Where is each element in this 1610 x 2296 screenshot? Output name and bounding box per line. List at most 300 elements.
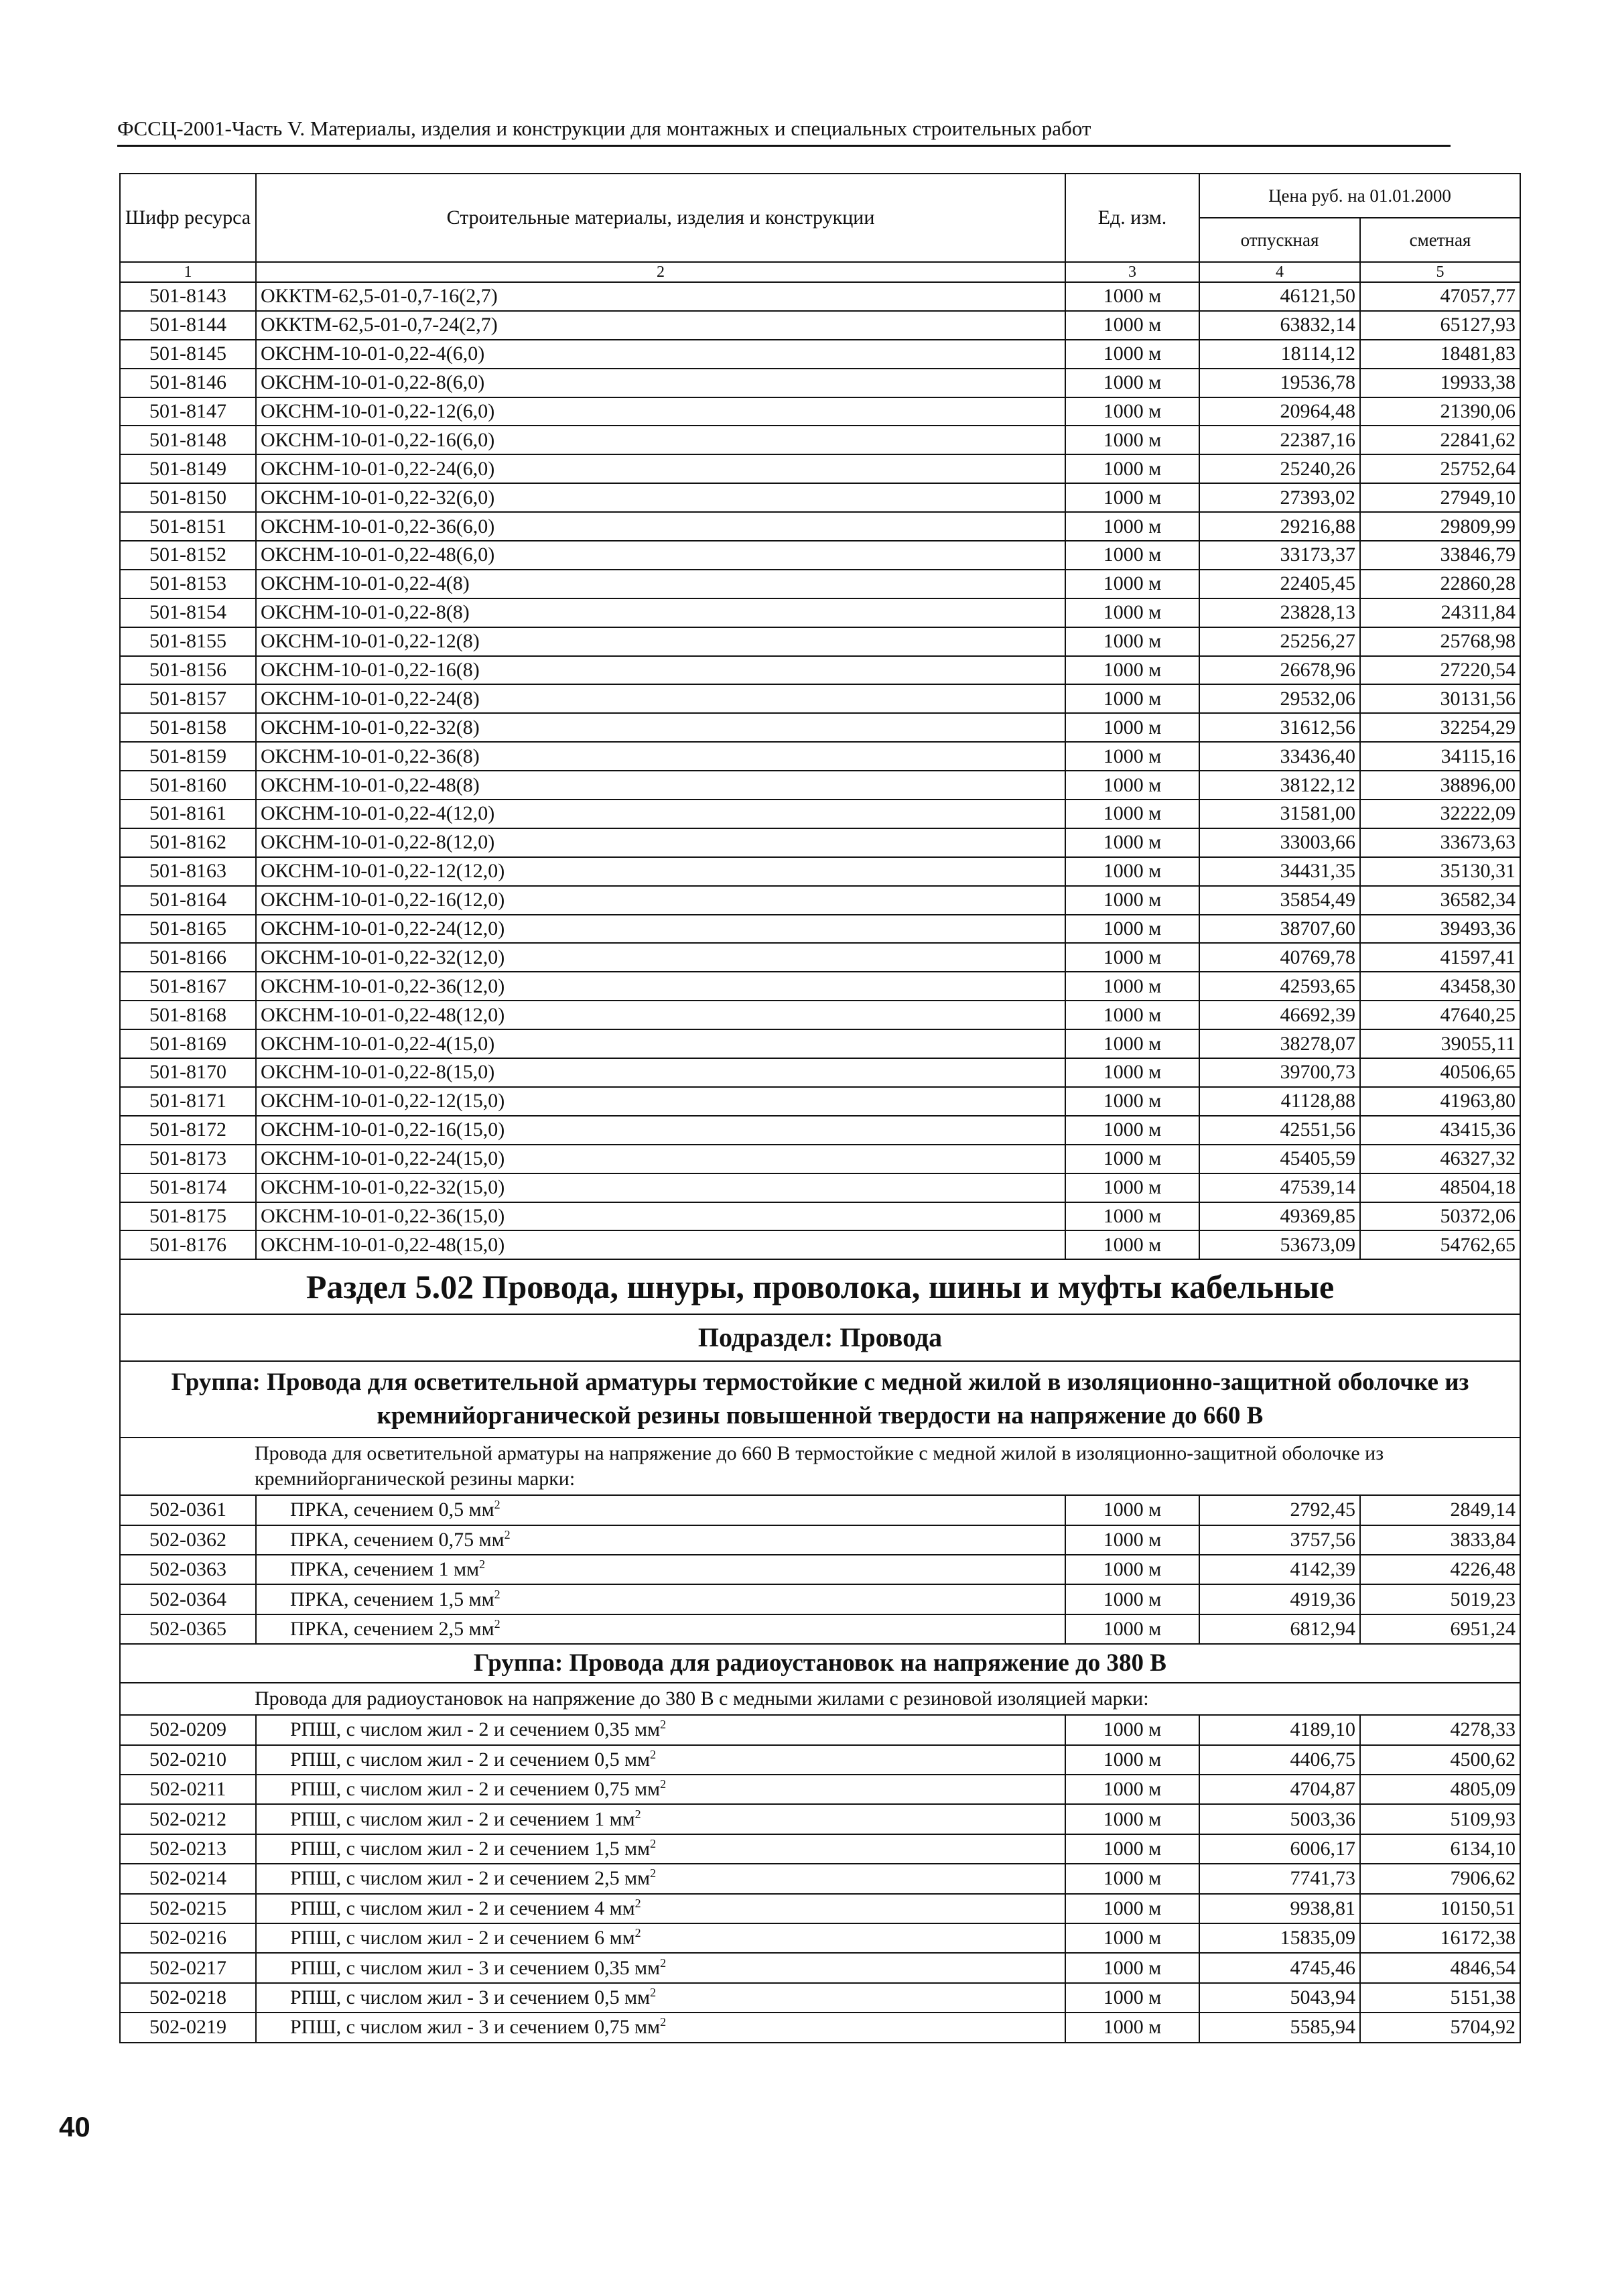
unit-exponent: 2 bbox=[660, 1956, 667, 1970]
estimate-price-cell: 25752,64 bbox=[1360, 454, 1520, 483]
unit-cell: 1000 м bbox=[1065, 1087, 1199, 1116]
table-row bbox=[120, 1525, 1520, 1555]
table-row bbox=[120, 541, 1520, 570]
material-name-cell bbox=[256, 1555, 1065, 1584]
resource-code-cell: 502-0210 bbox=[120, 1745, 256, 1775]
table-row bbox=[120, 915, 1520, 944]
release-price-cell: 5043,94 bbox=[1199, 1983, 1360, 2013]
estimate-price-cell: 4846,54 bbox=[1360, 1953, 1520, 1982]
unit-cell: 1000 м bbox=[1065, 397, 1199, 426]
table-row bbox=[120, 1029, 1520, 1058]
estimate-price-cell: 47640,25 bbox=[1360, 1001, 1520, 1029]
estimate-price-cell: 47057,77 bbox=[1360, 282, 1520, 311]
estimate-price-cell: 5704,92 bbox=[1360, 2013, 1520, 2042]
unit-cell: 1000 м bbox=[1065, 1495, 1199, 1525]
unit-exponent: 2 bbox=[634, 1807, 641, 1821]
estimate-price-cell: 54762,65 bbox=[1360, 1230, 1520, 1259]
page-header: ФССЦ-2001-Часть V. Материалы, изделия и конструкции для монтажных и специальных строительных работ bbox=[117, 117, 1091, 140]
release-price-cell: 4189,10 bbox=[1199, 1715, 1360, 1744]
table-row bbox=[120, 627, 1520, 656]
material-name-cell: ОКСНМ-10-01-0,22-32(6,0) bbox=[256, 483, 1065, 512]
table-row bbox=[120, 943, 1520, 972]
material-name-cell: ОКСНМ-10-01-0,22-8(12,0) bbox=[256, 828, 1065, 857]
release-price-cell: 4745,46 bbox=[1199, 1953, 1360, 1982]
material-name-cell: ОКСНМ-10-01-0,22-36(12,0) bbox=[256, 972, 1065, 1001]
release-price-cell: 46692,39 bbox=[1199, 1001, 1360, 1029]
unit-cell: 1000 м bbox=[1065, 369, 1199, 397]
resource-code-cell: 501-8167 bbox=[120, 972, 256, 1001]
estimate-price-cell: 25768,98 bbox=[1360, 627, 1520, 656]
unit-cell: 1000 м bbox=[1065, 426, 1199, 454]
resource-code-cell: 501-8155 bbox=[120, 627, 256, 656]
unit-cell: 1000 м bbox=[1065, 1715, 1199, 1744]
release-price-cell: 18114,12 bbox=[1199, 340, 1360, 369]
material-name-cell: ОКСНМ-10-01-0,22-12(6,0) bbox=[256, 397, 1065, 426]
resource-code-cell: 502-0361 bbox=[120, 1495, 256, 1525]
group-title: Группа: Провода для радиоустановок на напряжение до 380 В bbox=[120, 1644, 1520, 1683]
material-name-cell: ОКСНМ-10-01-0,22-4(6,0) bbox=[256, 340, 1065, 369]
release-price-cell: 46121,50 bbox=[1199, 282, 1360, 311]
unit-cell: 1000 м bbox=[1065, 771, 1199, 800]
material-name-cell: ОКСНМ-10-01-0,22-36(8) bbox=[256, 742, 1065, 771]
unit-cell: 1000 м bbox=[1065, 1001, 1199, 1029]
release-price-cell: 2792,45 bbox=[1199, 1495, 1360, 1525]
resource-code-cell: 502-0363 bbox=[120, 1555, 256, 1584]
table-header bbox=[120, 174, 1520, 282]
material-name-text: ПРКА, сечением 0,5 мм bbox=[290, 1498, 494, 1521]
material-name-cell: ОКСНМ-10-01-0,22-24(8) bbox=[256, 684, 1065, 713]
estimate-price-cell: 34115,16 bbox=[1360, 742, 1520, 771]
material-name-cell bbox=[256, 1525, 1065, 1555]
resource-code-cell: 501-8164 bbox=[120, 886, 256, 915]
group-description: Провода для радиоустановок на напряжение до 380 В с медными жилами с резиновой изоляцией марки: bbox=[120, 1683, 1520, 1715]
unit-exponent: 2 bbox=[660, 1777, 667, 1791]
table-row bbox=[120, 1775, 1520, 1804]
material-name-cell: ОКСНМ-10-01-0,22-8(15,0) bbox=[256, 1058, 1065, 1087]
resource-code-cell: 502-0362 bbox=[120, 1525, 256, 1555]
estimate-price-cell: 40506,65 bbox=[1360, 1058, 1520, 1087]
estimate-price-cell: 6951,24 bbox=[1360, 1614, 1520, 1644]
material-name-cell: ОКСНМ-10-01-0,22-16(8) bbox=[256, 656, 1065, 685]
resource-code-cell: 501-8172 bbox=[120, 1116, 256, 1145]
material-name-text: РПШ, с числом жил - 2 и сечением 0,35 мм bbox=[290, 1718, 661, 1741]
material-name-cell: ОКСНМ-10-01-0,22-8(6,0) bbox=[256, 369, 1065, 397]
table-row bbox=[120, 1116, 1520, 1145]
estimate-price-cell: 10150,51 bbox=[1360, 1894, 1520, 1923]
col-number: 5 bbox=[1360, 262, 1520, 282]
header-price-estimate: сметная bbox=[1360, 218, 1520, 262]
table-row bbox=[120, 1804, 1520, 1834]
estimate-price-cell: 5019,23 bbox=[1360, 1584, 1520, 1614]
subsection-title: Подраздел: Провода bbox=[120, 1314, 1520, 1361]
unit-cell: 1000 м bbox=[1065, 1923, 1199, 1953]
table-row bbox=[120, 1001, 1520, 1029]
resource-code-cell: 501-8145 bbox=[120, 340, 256, 369]
estimate-price-cell: 2849,14 bbox=[1360, 1495, 1520, 1525]
table-row bbox=[120, 369, 1520, 397]
estimate-price-cell: 5151,38 bbox=[1360, 1983, 1520, 2013]
material-name-cell bbox=[256, 1983, 1065, 2013]
header-price-group: Цена руб. на 01.01.2000 bbox=[1199, 174, 1520, 218]
resource-code-cell: 502-0364 bbox=[120, 1584, 256, 1614]
resource-code-cell: 502-0212 bbox=[120, 1804, 256, 1834]
estimate-price-cell: 41597,41 bbox=[1360, 943, 1520, 972]
material-name-cell: ОКСНМ-10-01-0,22-4(12,0) bbox=[256, 800, 1065, 828]
release-price-cell: 6006,17 bbox=[1199, 1834, 1360, 1864]
unit-cell: 1000 м bbox=[1065, 886, 1199, 915]
unit-exponent: 2 bbox=[504, 1527, 511, 1541]
estimate-price-cell: 41963,80 bbox=[1360, 1087, 1520, 1116]
release-price-cell: 3757,56 bbox=[1199, 1525, 1360, 1555]
release-price-cell: 34431,35 bbox=[1199, 857, 1360, 886]
estimate-price-cell: 24311,84 bbox=[1360, 598, 1520, 627]
table-row bbox=[120, 340, 1520, 369]
unit-exponent: 2 bbox=[634, 1896, 641, 1910]
table-row bbox=[120, 483, 1520, 512]
group2-block bbox=[120, 1644, 1520, 1715]
resource-code-cell: 502-0216 bbox=[120, 1923, 256, 1953]
header-name: Строительные материалы, изделия и конструкции bbox=[256, 174, 1065, 262]
release-price-cell: 4142,39 bbox=[1199, 1555, 1360, 1584]
header-rule bbox=[117, 145, 1451, 147]
release-price-cell: 25256,27 bbox=[1199, 627, 1360, 656]
release-price-cell: 41128,88 bbox=[1199, 1087, 1360, 1116]
material-name-cell: ОКСНМ-10-01-0,22-48(15,0) bbox=[256, 1230, 1065, 1259]
resource-code-cell: 502-0219 bbox=[120, 2013, 256, 2042]
estimate-price-cell: 33846,79 bbox=[1360, 541, 1520, 570]
unit-cell: 1000 м bbox=[1065, 570, 1199, 598]
col-number: 1 bbox=[120, 262, 256, 282]
material-name-cell: ОКСНМ-10-01-0,22-36(6,0) bbox=[256, 512, 1065, 541]
resource-code-cell: 501-8169 bbox=[120, 1029, 256, 1058]
table-row bbox=[120, 311, 1520, 340]
estimate-price-cell: 65127,93 bbox=[1360, 311, 1520, 340]
release-price-cell: 40769,78 bbox=[1199, 943, 1360, 972]
estimate-price-cell: 43458,30 bbox=[1360, 972, 1520, 1001]
unit-cell: 1000 м bbox=[1065, 1745, 1199, 1775]
material-name-cell: ОКСНМ-10-01-0,22-48(6,0) bbox=[256, 541, 1065, 570]
material-name-cell: ОККТМ-62,5-01-0,7-24(2,7) bbox=[256, 311, 1065, 340]
resource-code-cell: 502-0218 bbox=[120, 1983, 256, 2013]
resource-code-cell: 501-8156 bbox=[120, 656, 256, 685]
material-name-text: РПШ, с числом жил - 2 и сечением 1,5 мм bbox=[290, 1837, 651, 1860]
estimate-price-cell: 4226,48 bbox=[1360, 1555, 1520, 1584]
material-name-cell bbox=[256, 2013, 1065, 2042]
material-name-cell: ОКСНМ-10-01-0,22-36(15,0) bbox=[256, 1202, 1065, 1231]
unit-exponent: 2 bbox=[660, 2015, 667, 2029]
release-price-cell: 35854,49 bbox=[1199, 886, 1360, 915]
estimate-price-cell: 35130,31 bbox=[1360, 857, 1520, 886]
unit-exponent: 2 bbox=[479, 1557, 486, 1572]
estimate-price-cell: 5109,93 bbox=[1360, 1804, 1520, 1834]
release-price-cell: 45405,59 bbox=[1199, 1145, 1360, 1173]
resource-code-cell: 501-8162 bbox=[120, 828, 256, 857]
release-price-cell: 38278,07 bbox=[1199, 1029, 1360, 1058]
material-name-cell: ОКСНМ-10-01-0,22-24(6,0) bbox=[256, 454, 1065, 483]
estimate-price-cell: 27220,54 bbox=[1360, 656, 1520, 685]
table-row bbox=[120, 1953, 1520, 1982]
release-price-cell: 31612,56 bbox=[1199, 713, 1360, 742]
unit-exponent: 2 bbox=[650, 1985, 657, 1999]
resource-code-cell: 501-8166 bbox=[120, 943, 256, 972]
header-unit: Ед. изм. bbox=[1065, 174, 1199, 262]
estimate-price-cell: 30131,56 bbox=[1360, 684, 1520, 713]
table-row bbox=[120, 1894, 1520, 1923]
group-description: Провода для осветительной арматуры на напряжение до 660 В термостойкие с медной жилой в изоляционно-защитной оболочке из кремнийорганической резины марки: bbox=[120, 1438, 1520, 1495]
unit-cell: 1000 м bbox=[1065, 2013, 1199, 2042]
release-price-cell: 53673,09 bbox=[1199, 1230, 1360, 1259]
table-row bbox=[120, 1745, 1520, 1775]
estimate-price-cell: 50372,06 bbox=[1360, 1202, 1520, 1231]
unit-cell: 1000 м bbox=[1065, 483, 1199, 512]
material-name-cell: ОКСНМ-10-01-0,22-16(12,0) bbox=[256, 886, 1065, 915]
table-row bbox=[120, 828, 1520, 857]
unit-cell: 1000 м bbox=[1065, 943, 1199, 972]
unit-cell: 1000 м bbox=[1065, 512, 1199, 541]
release-price-cell: 39700,73 bbox=[1199, 1058, 1360, 1087]
unit-cell: 1000 м bbox=[1065, 1525, 1199, 1555]
resource-code-cell: 501-8148 bbox=[120, 426, 256, 454]
material-name-cell: ОКСНМ-10-01-0,22-24(12,0) bbox=[256, 915, 1065, 944]
release-price-cell: 27393,02 bbox=[1199, 483, 1360, 512]
resource-code-cell: 501-8146 bbox=[120, 369, 256, 397]
unit-cell: 1000 м bbox=[1065, 1834, 1199, 1864]
table-row bbox=[120, 1087, 1520, 1116]
resource-code-cell: 502-0213 bbox=[120, 1834, 256, 1864]
resource-code-cell: 501-8149 bbox=[120, 454, 256, 483]
unit-cell: 1000 м bbox=[1065, 311, 1199, 340]
table-body-group2 bbox=[120, 1715, 1520, 2042]
table-row bbox=[120, 886, 1520, 915]
material-name-text: РПШ, с числом жил - 2 и сечением 4 мм bbox=[290, 1897, 635, 1919]
estimate-price-cell: 19933,38 bbox=[1360, 369, 1520, 397]
table-row bbox=[120, 1555, 1520, 1584]
material-name-text: ПРКА, сечением 0,75 мм bbox=[290, 1528, 505, 1551]
material-name-text: ПРКА, сечением 2,5 мм bbox=[290, 1618, 494, 1641]
material-name-cell: ОКСНМ-10-01-0,22-12(12,0) bbox=[256, 857, 1065, 886]
release-price-cell: 22387,16 bbox=[1199, 426, 1360, 454]
release-price-cell: 26678,96 bbox=[1199, 656, 1360, 685]
table-row bbox=[120, 742, 1520, 771]
table-row bbox=[120, 771, 1520, 800]
unit-cell: 1000 м bbox=[1065, 1058, 1199, 1087]
unit-cell: 1000 м bbox=[1065, 857, 1199, 886]
resource-code-cell: 501-8176 bbox=[120, 1230, 256, 1259]
material-name-cell: ОКСНМ-10-01-0,22-4(15,0) bbox=[256, 1029, 1065, 1058]
resource-code-cell: 502-0211 bbox=[120, 1775, 256, 1804]
estimate-price-cell: 27949,10 bbox=[1360, 483, 1520, 512]
release-price-cell: 15835,09 bbox=[1199, 1923, 1360, 1953]
unit-cell: 1000 м bbox=[1065, 1230, 1199, 1259]
material-name-cell: ОККТМ-62,5-01-0,7-16(2,7) bbox=[256, 282, 1065, 311]
unit-cell: 1000 м bbox=[1065, 282, 1199, 311]
resource-code-cell: 501-8173 bbox=[120, 1145, 256, 1173]
unit-exponent: 2 bbox=[650, 1747, 657, 1761]
table-row bbox=[120, 1145, 1520, 1173]
material-name-cell: ОКСНМ-10-01-0,22-16(15,0) bbox=[256, 1116, 1065, 1145]
unit-exponent: 2 bbox=[494, 1498, 500, 1512]
estimate-price-cell: 48504,18 bbox=[1360, 1173, 1520, 1202]
table-row bbox=[120, 454, 1520, 483]
release-price-cell: 19536,78 bbox=[1199, 369, 1360, 397]
table-row bbox=[120, 656, 1520, 685]
estimate-price-cell: 38896,00 bbox=[1360, 771, 1520, 800]
resource-code-cell: 501-8174 bbox=[120, 1173, 256, 1202]
estimate-price-cell: 43415,36 bbox=[1360, 1116, 1520, 1145]
material-name-text: РПШ, с числом жил - 2 и сечением 1 мм bbox=[290, 1807, 635, 1830]
unit-cell: 1000 м bbox=[1065, 800, 1199, 828]
material-name-cell bbox=[256, 1834, 1065, 1864]
material-name-cell bbox=[256, 1923, 1065, 1953]
estimate-price-cell: 22860,28 bbox=[1360, 570, 1520, 598]
col-number: 2 bbox=[256, 262, 1065, 282]
material-name-cell bbox=[256, 1614, 1065, 1644]
release-price-cell: 38122,12 bbox=[1199, 771, 1360, 800]
material-name-text: РПШ, с числом жил - 3 и сечением 0,35 мм bbox=[290, 1956, 661, 1979]
material-name-cell bbox=[256, 1584, 1065, 1614]
material-name-text: РПШ, с числом жил - 3 и сечением 0,5 мм bbox=[290, 1986, 651, 2008]
unit-cell: 1000 м bbox=[1065, 1555, 1199, 1584]
release-price-cell: 49369,85 bbox=[1199, 1202, 1360, 1231]
unit-cell: 1000 м bbox=[1065, 627, 1199, 656]
unit-cell: 1000 м bbox=[1065, 1953, 1199, 1982]
release-price-cell: 38707,60 bbox=[1199, 915, 1360, 944]
material-name-cell: ОКСНМ-10-01-0,22-32(15,0) bbox=[256, 1173, 1065, 1202]
section-title: Раздел 5.02 Провода, шнуры, проволока, шины и муфты кабельные bbox=[120, 1259, 1520, 1314]
material-name-text: РПШ, с числом жил - 2 и сечением 0,75 мм bbox=[290, 1778, 661, 1801]
release-price-cell: 47539,14 bbox=[1199, 1173, 1360, 1202]
material-name-cell: ОКСНМ-10-01-0,22-48(12,0) bbox=[256, 1001, 1065, 1029]
estimate-price-cell: 33673,63 bbox=[1360, 828, 1520, 857]
unit-cell: 1000 м bbox=[1065, 1864, 1199, 1893]
resource-code-cell: 501-8168 bbox=[120, 1001, 256, 1029]
resource-code-cell: 502-0217 bbox=[120, 1953, 256, 1982]
release-price-cell: 29532,06 bbox=[1199, 684, 1360, 713]
resource-code-cell: 501-8161 bbox=[120, 800, 256, 828]
unit-cell: 1000 м bbox=[1065, 1894, 1199, 1923]
resource-code-cell: 501-8175 bbox=[120, 1202, 256, 1231]
resource-code-cell: 501-8153 bbox=[120, 570, 256, 598]
resource-code-cell: 501-8159 bbox=[120, 742, 256, 771]
unit-cell: 1000 м bbox=[1065, 454, 1199, 483]
table-row bbox=[120, 1202, 1520, 1231]
material-name-cell bbox=[256, 1894, 1065, 1923]
table-row bbox=[120, 426, 1520, 454]
table-row bbox=[120, 713, 1520, 742]
material-name-text: ПРКА, сечением 1,5 мм bbox=[290, 1588, 494, 1610]
table-row bbox=[120, 598, 1520, 627]
table-row bbox=[120, 684, 1520, 713]
table-row bbox=[120, 972, 1520, 1001]
estimate-price-cell: 36582,34 bbox=[1360, 886, 1520, 915]
table-body-501 bbox=[120, 282, 1520, 1259]
release-price-cell: 20964,48 bbox=[1199, 397, 1360, 426]
unit-cell: 1000 м bbox=[1065, 1116, 1199, 1145]
release-price-cell: 4406,75 bbox=[1199, 1745, 1360, 1775]
material-name-cell bbox=[256, 1804, 1065, 1834]
resource-code-cell: 502-0365 bbox=[120, 1614, 256, 1644]
table-row bbox=[120, 1864, 1520, 1893]
unit-cell: 1000 м bbox=[1065, 340, 1199, 369]
unit-cell: 1000 м bbox=[1065, 828, 1199, 857]
release-price-cell: 25240,26 bbox=[1199, 454, 1360, 483]
material-name-text: РПШ, с числом жил - 2 и сечением 6 мм bbox=[290, 1927, 635, 1950]
table-row bbox=[120, 1173, 1520, 1202]
header-price-release: отпускная bbox=[1199, 218, 1360, 262]
estimate-price-cell: 32222,09 bbox=[1360, 800, 1520, 828]
material-name-cell: ОКСНМ-10-01-0,22-16(6,0) bbox=[256, 426, 1065, 454]
release-price-cell: 5585,94 bbox=[1199, 2013, 1360, 2042]
unit-cell: 1000 м bbox=[1065, 1775, 1199, 1804]
resource-code-cell: 501-8165 bbox=[120, 915, 256, 944]
material-name-cell: ОКСНМ-10-01-0,22-4(8) bbox=[256, 570, 1065, 598]
release-price-cell: 4919,36 bbox=[1199, 1584, 1360, 1614]
estimate-price-cell: 16172,38 bbox=[1360, 1923, 1520, 1953]
release-price-cell: 33003,66 bbox=[1199, 828, 1360, 857]
resource-code-cell: 501-8163 bbox=[120, 857, 256, 886]
material-name-text: РПШ, с числом жил - 2 и сечением 2,5 мм bbox=[290, 1867, 651, 1890]
page-number: 40 bbox=[59, 2111, 90, 2143]
col-number: 3 bbox=[1065, 262, 1199, 282]
resource-code-cell: 501-8144 bbox=[120, 311, 256, 340]
table-row bbox=[120, 1614, 1520, 1644]
release-price-cell: 23828,13 bbox=[1199, 598, 1360, 627]
material-name-cell bbox=[256, 1745, 1065, 1775]
unit-cell: 1000 м bbox=[1065, 598, 1199, 627]
col-number: 4 bbox=[1199, 262, 1360, 282]
material-name-cell: ОКСНМ-10-01-0,22-32(12,0) bbox=[256, 943, 1065, 972]
estimate-price-cell: 32254,29 bbox=[1360, 713, 1520, 742]
unit-exponent: 2 bbox=[650, 1836, 657, 1850]
table-row bbox=[120, 1834, 1520, 1864]
estimate-price-cell: 3833,84 bbox=[1360, 1525, 1520, 1555]
estimate-price-cell: 18481,83 bbox=[1360, 340, 1520, 369]
release-price-cell: 33173,37 bbox=[1199, 541, 1360, 570]
material-name-text: РПШ, с числом жил - 2 и сечением 0,5 мм bbox=[290, 1748, 651, 1771]
release-price-cell: 42593,65 bbox=[1199, 972, 1360, 1001]
table-row bbox=[120, 857, 1520, 886]
material-name-cell: ОКСНМ-10-01-0,22-32(8) bbox=[256, 713, 1065, 742]
resource-code-cell: 501-8143 bbox=[120, 282, 256, 311]
estimate-price-cell: 46327,32 bbox=[1360, 1145, 1520, 1173]
estimate-price-cell: 7906,62 bbox=[1360, 1864, 1520, 1893]
estimate-price-cell: 4500,62 bbox=[1360, 1745, 1520, 1775]
material-name-cell bbox=[256, 1864, 1065, 1893]
release-price-cell: 33436,40 bbox=[1199, 742, 1360, 771]
release-price-cell: 63832,14 bbox=[1199, 311, 1360, 340]
unit-cell: 1000 м bbox=[1065, 1173, 1199, 1202]
release-price-cell: 42551,56 bbox=[1199, 1116, 1360, 1145]
release-price-cell: 31581,00 bbox=[1199, 800, 1360, 828]
unit-exponent: 2 bbox=[494, 1617, 500, 1631]
table-row bbox=[120, 2013, 1520, 2042]
material-name-text: ПРКА, сечением 1 мм bbox=[290, 1558, 480, 1581]
release-price-cell: 9938,81 bbox=[1199, 1894, 1360, 1923]
resource-code-cell: 501-8158 bbox=[120, 713, 256, 742]
unit-cell: 1000 м bbox=[1065, 972, 1199, 1001]
group-title: Группа: Провода для осветительной арматуры термостойкие с медной жилой в изоляционно-защитной оболочке из кремнийорганической резины повышенной твердости на напряжение до 660 В bbox=[120, 1361, 1520, 1438]
release-price-cell: 22405,45 bbox=[1199, 570, 1360, 598]
release-price-cell: 7741,73 bbox=[1199, 1864, 1360, 1893]
unit-exponent: 2 bbox=[494, 1587, 500, 1601]
resource-code-cell: 502-0214 bbox=[120, 1864, 256, 1893]
table-row bbox=[120, 1058, 1520, 1087]
table-row bbox=[120, 282, 1520, 311]
estimate-price-cell: 39493,36 bbox=[1360, 915, 1520, 944]
unit-exponent: 2 bbox=[660, 1718, 667, 1732]
header-code: Шифр ресурса bbox=[120, 174, 256, 262]
release-price-cell: 6812,94 bbox=[1199, 1614, 1360, 1644]
